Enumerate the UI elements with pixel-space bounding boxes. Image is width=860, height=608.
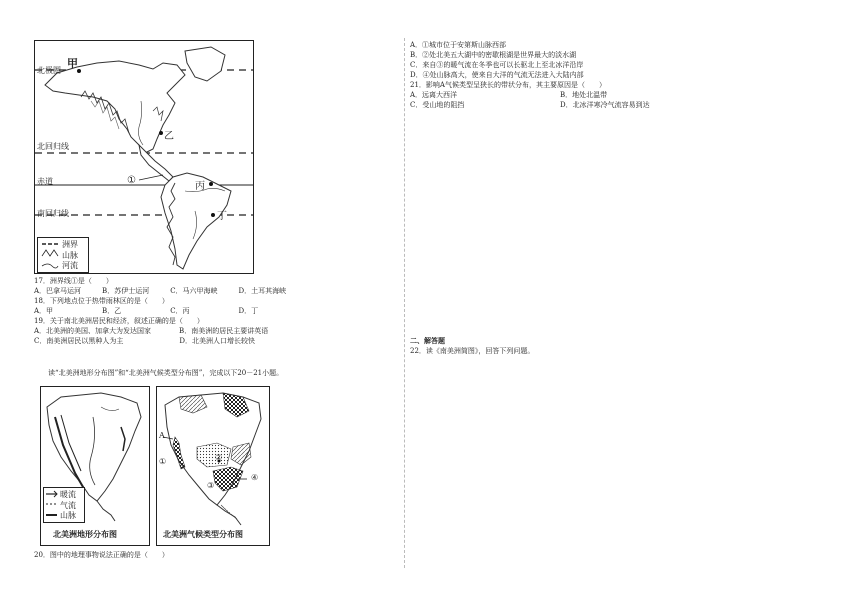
climate-map-drawing <box>157 387 269 545</box>
q19-options-cd: C．南美洲居民以黑种人为主 D．北美洲人口增长较快 <box>34 337 255 345</box>
americas-map <box>34 40 254 274</box>
climate-mark-three: ③ <box>207 481 215 490</box>
climate-mark-a: A <box>159 431 165 440</box>
climate-mark-one: ① <box>159 457 167 466</box>
q21-stem: 21．影响A气候类型呈狭长的带状分布，其主要原因是（ ） <box>410 81 606 89</box>
label-equator: 赤道 <box>37 177 53 186</box>
north-america-climate-map <box>156 386 270 546</box>
place-yi: 乙 <box>164 131 174 142</box>
q17-options: A．巴拿马运河 B．苏伊士运河 C．马六甲海峡 D．土耳其海峡 <box>34 287 287 295</box>
boundary-marker-one: ① <box>127 175 136 186</box>
terrain-map-legend <box>43 487 85 523</box>
column-divider <box>404 38 405 568</box>
q17-stem: 17．洲界线①是（ ） <box>34 277 113 285</box>
q20-option-b: B．②处北美五大湖中的密歇根湖是世界最大的淡水湖 <box>410 51 577 59</box>
legend-river: 河流 <box>62 261 78 270</box>
legend-mountain: 山脉 <box>62 251 78 260</box>
label-arctic-circle: 北极圈 <box>37 66 61 75</box>
place-ding: 丁 <box>217 211 227 222</box>
terrain-legend-current: 气流 <box>60 501 76 510</box>
q21-option-d: D．北冰洋寒冷气流容易到达 <box>560 101 650 109</box>
q21-options-ab <box>410 90 710 100</box>
label-tropic-cancer: 北回归线 <box>37 142 69 151</box>
terrain-legend-warm-current: 暖流 <box>60 490 76 499</box>
place-jia: 甲 <box>67 57 78 70</box>
place-bing: 丙 <box>195 181 205 192</box>
north-america-terrain-map <box>40 386 150 546</box>
climate-map-caption: 北美洲气候类型分布图 <box>163 529 243 539</box>
q20-option-d: D．④处山脉高大，使来自大洋的气流无法进入大陆内部 <box>410 71 584 79</box>
legend-continent-boundary: 洲界 <box>62 240 78 249</box>
legend-symbols <box>40 238 60 272</box>
right-question-block <box>410 40 710 110</box>
q22-stem: 22．读《南美洲简图》，回答下列问题。 <box>410 347 535 355</box>
terrain-legend-symbols <box>45 488 59 522</box>
left-question-block <box>34 276 286 346</box>
americas-map-legend <box>37 237 89 273</box>
section-2-title: 二、解答题 <box>410 336 445 345</box>
q21-option-b: B．地处北温带 <box>560 91 608 99</box>
q20-option-a: A．①城市位于安第斯山脉西部 <box>410 41 507 49</box>
q20-21-intro: 读“北美洲地形分布图”和“北美洲气候类型分布图”，完成以下20－21小题。 <box>48 369 284 377</box>
terrain-map-caption: 北美洲地形分布图 <box>53 529 117 539</box>
q20-option-c: C．来自③的暖气流在冬季也可以长驱北上至北冰洋沿岸 <box>410 61 584 69</box>
q18-options: A．甲 B．乙 C．丙 D．丁 <box>34 307 259 315</box>
q19-options-ab: A．北美洲的美国、加拿大为发达国家 B．南美洲的居民主要讲英语 <box>34 327 269 335</box>
climate-mark-two: ② <box>215 453 223 462</box>
q18-stem: 18．下列地点位于热带雨林区的是（ ） <box>34 297 169 305</box>
label-tropic-capricorn: 南回归线 <box>37 209 69 218</box>
terrain-legend-mountain: 山脉 <box>60 511 76 520</box>
q20-stem: 20．图中的地理事物说法正确的是（ ） <box>34 551 169 559</box>
q21-option-c: C．受山地的阻挡 <box>410 101 465 109</box>
q21-option-a: A．远离大西洋 <box>410 91 458 99</box>
climate-mark-four: ④ <box>251 473 259 482</box>
q19-stem: 19．关于南北美洲居民和经济，叙述正确的是（ ） <box>34 317 204 325</box>
q21-options-cd <box>410 100 710 110</box>
